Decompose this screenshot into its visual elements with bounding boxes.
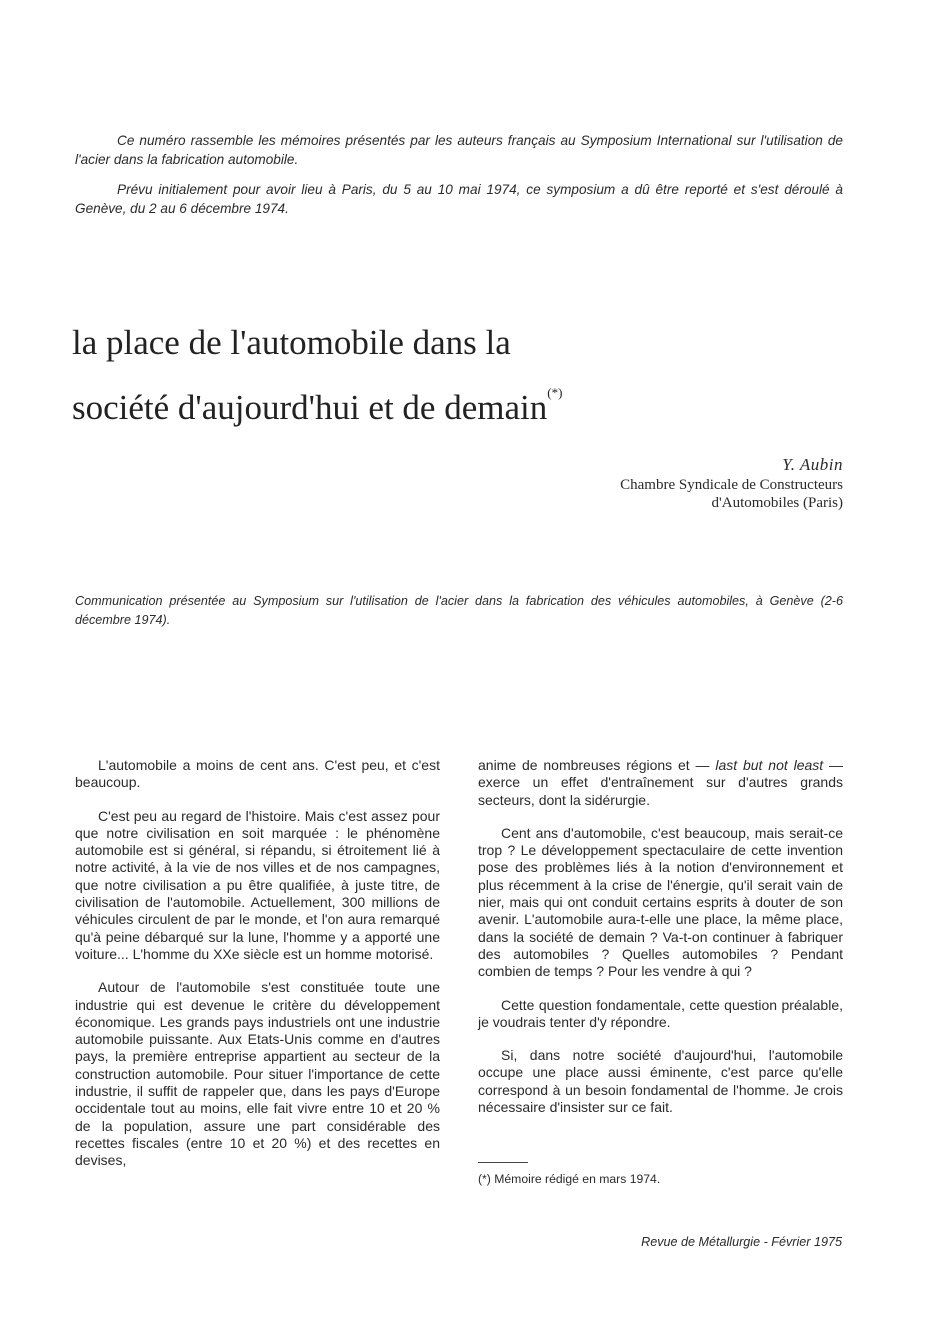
- body-paragraph: Cent ans d'automobile, c'est beaucoup, mais serait-ce trop ? Le développement spectaculaire de cette invention pose des problèmes liés à la notion d'environnement et plus récemment à la crise de l'énergie, qu'il serait vain de nier, mais qui ont conduit certains esprits à douter de son avenir. L'automobile aura-t-elle une place, la même place, dans la société de demain ? Va-t-on continuer à fabriquer des automobiles ? Quelles automobiles ? Pendant combien de temps ? Pour les vendre à qui ?: [478, 824, 843, 980]
- title-footnote-mark: (*): [547, 385, 563, 400]
- emphasis-text: last but not least: [715, 757, 824, 773]
- footnote-rule: [478, 1162, 528, 1163]
- journal-footer: Revue de Métallurgie - Février 1975: [641, 1235, 842, 1249]
- title-line-2: société d'aujourd'hui et de demain: [72, 388, 548, 427]
- footnote: (*) Mémoire rédigé en mars 1974.: [478, 1172, 661, 1186]
- article-title: [72, 318, 792, 433]
- body-paragraph-continued: anime de nombreuses régions et — last but not least — exerce un effet d'entraînement sur d'autres grands secteurs, dont la sidérurgie.: [478, 757, 843, 808]
- body-paragraph: Si, dans notre société d'aujourd'hui, l'automobile occupe une place aussi éminente, c'est parce qu'elle correspond à un besoin fondamental de l'homme. Je crois nécessaire d'insister sur ce fait.: [478, 1047, 843, 1116]
- author-block: [620, 456, 843, 512]
- title-line-1: la place de l'automobile dans la: [72, 323, 511, 362]
- body-paragraph: L'automobile a moins de cent ans. C'est peu, et c'est beaucoup.: [75, 757, 440, 791]
- body-paragraph: Autour de l'automobile s'est constituée toute une industrie qui est devenue le critère du développement économique. Les grands pays industriels ont une industrie automobile puissante. Aux Etats-Unis comme en d'autres pays, la première entreprise appartient au secteur de la construction automobile. Pour situer l'importance de cette industrie, il suffit de rappeler que, dans les pays d'Europe occidentale tout au moins, elle fait vivre entre 10 et 20 % de la population, assure une part considérable des recettes fiscales (entre 10 et 20 %) et des recettes en devises,: [75, 979, 440, 1169]
- body-paragraph: Cette question fondamentale, cette question préalable, je voudrais tenter d'y répondre.: [478, 996, 843, 1030]
- body-column-left: [75, 757, 440, 1186]
- intro-paragraph-1: Ce numéro rassemble les mémoires présentés par les auteurs français au Symposium International sur l'utilisation de l'acier dans la fabrication automobile.: [75, 133, 843, 167]
- affiliation-line-1: Chambre Syndicale de Constructeurs: [620, 477, 843, 493]
- author-name: Y. Aubin: [782, 455, 843, 474]
- body-column-right: [478, 757, 843, 1132]
- body-paragraph: C'est peu au regard de l'histoire. Mais c'est assez pour que notre civilisation en soit marquée : le phénomène automobile est si général, si répandu, si étroitement lié à notre activité, à la vie de nos villes et de nos campagnes, que notre civilisation a pu être qualifiée, à juste titre, de civilisation de l'automobile. Actuellement, 300 millions de véhicules circulent de par le monde, et l'on aura remarqué qu'à peine débarqué sur la lune, l'homme y a apporté une voiture... L'homme du XXe siècle est un homme motorisé.: [75, 807, 440, 962]
- intro-paragraph-2: Prévu initialement pour avoir lieu à Paris, du 5 au 10 mai 1974, ce symposium a dû être reporté et s'est déroulé à Genève, du 2 au 6 décembre 1974.: [75, 182, 843, 216]
- communication-note: Communication présentée au Symposium sur l'utilisation de l'acier dans la fabrication des véhicules automobiles, à Genève (2-6 décembre 1974).: [75, 594, 843, 627]
- affiliation-line-2: d'Automobiles (Paris): [711, 495, 843, 511]
